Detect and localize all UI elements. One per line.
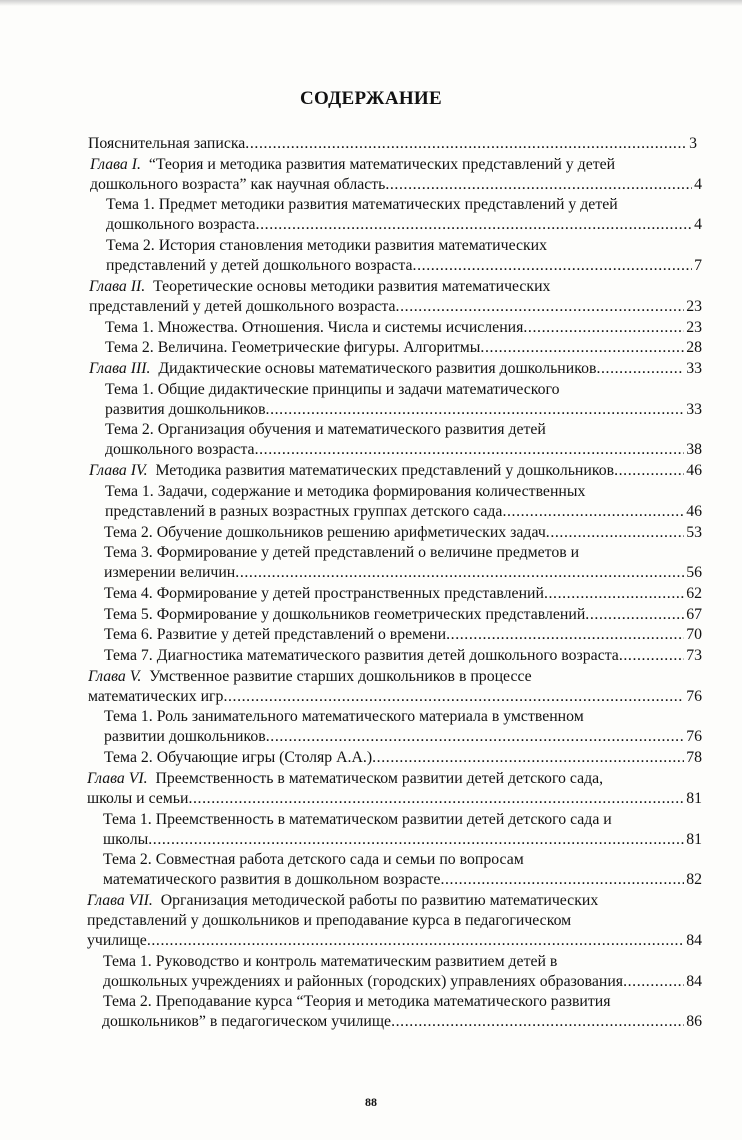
entry-text: Тема 7. Диагностика математического развития детей дошкольного возраста ..... (104, 646, 684, 666)
page-ref: 23 (686, 298, 702, 315)
entry-text: Тема 2. Совместная работа детского сада и семьи по вопросам (103, 851, 524, 868)
entry-text: школы и семьи ..... (87, 789, 684, 809)
entry-text: представлений у детей дошкольного возраста ..... (106, 256, 692, 276)
toc-line (104, 748, 702, 768)
entry-text: Тема 2. Обучающие игры (Столяр А.А.) ..... (104, 748, 684, 768)
entry-text: Методика развития математических представлений у дошкольников ..... (155, 461, 684, 481)
chapter-label: Глава V. (88, 668, 142, 685)
entry-text: дошкольного возраста” как научная область ..... (90, 175, 692, 195)
entry-text: представлений в разных возрастных группах детского сада ..... (105, 502, 684, 522)
entry-text: математического развития в дошкольном возрасте ..... (103, 870, 684, 890)
entry-text: измерении величин ..... (104, 563, 684, 583)
toc-line (104, 727, 702, 747)
toc-line (89, 297, 702, 317)
toc-line (104, 605, 702, 625)
page-ref: 7 (694, 257, 702, 274)
toc-line (104, 625, 702, 645)
page-ref: 3 (689, 135, 697, 152)
toc-line (104, 646, 702, 666)
toc-line (106, 256, 702, 276)
toc-line (88, 667, 702, 687)
entry-text: Тема 4. Формирование у детей пространственных представлений ..... (104, 584, 684, 604)
toc-line (104, 584, 702, 604)
toc-line (89, 461, 702, 481)
toc-line (105, 338, 702, 358)
page-ref: 84 (686, 973, 702, 990)
toc-line (104, 563, 702, 583)
page-ref: 67 (686, 606, 702, 623)
page-ref: 78 (686, 749, 702, 766)
entry-text: Тема 6. Развитие у детей представлений о времени ..... (104, 625, 684, 645)
entry-text: Тема 1. Общие дидактические принципы и задачи математического (105, 381, 560, 398)
entry-text: дошкольных учреждениях и районных (городских) управлениях образования ..... (103, 972, 684, 992)
toc-line (87, 789, 702, 809)
entry-text: представлений у детей дошкольного возраста ..... (89, 297, 684, 317)
entry-text: Тема 1. Руководство и контроль математическим развитием детей в (103, 953, 558, 970)
chapter-label: Глава IV. (89, 462, 148, 479)
page-title: СОДЕРЖАНИЕ (300, 88, 442, 109)
page-ref: 38 (686, 441, 702, 458)
toc-line (87, 891, 702, 911)
toc-line (103, 972, 702, 992)
toc-line (105, 420, 702, 440)
entry-text: “Теория и методика развития математических представлений у детей (148, 156, 616, 173)
entry-text: Тема 2. Обучение дошкольников решению арифметических задач ..... (104, 523, 684, 543)
page-ref: 33 (686, 360, 702, 377)
toc-line (103, 850, 702, 870)
entry-text: Тема 5. Формирование у дошкольников геометрических представлений ..... (104, 605, 684, 625)
toc-line (106, 236, 702, 256)
entry-text: Тема 2. Преподавание курса “Теория и методика математического развития (103, 993, 611, 1010)
toc-line (88, 687, 702, 707)
entry-text: Тема 1. Роль занимательного математического материала в умственном (104, 708, 584, 725)
page-ref: 46 (686, 462, 702, 479)
chapter-label: Глава VI. (87, 770, 148, 787)
entry-text: Тема 3. Формирование у детей представлений о величине предметов и (104, 544, 580, 561)
page-ref: 76 (686, 688, 702, 705)
entry-text: Пояснительная записка ..... (88, 134, 687, 154)
toc-line (88, 134, 697, 154)
entry-text: Умственное развитие старших дошкольников в процессе (149, 668, 532, 685)
entry-text: Тема 1. Преемственность в математическом развитии детей детского сада и (103, 811, 612, 828)
toc-line (89, 277, 702, 297)
page-ref: 4 (694, 176, 702, 193)
page-ref: 28 (686, 339, 702, 356)
toc-line (103, 992, 702, 1012)
entry-text: Тема 1. Множества. Отношения. Числа и системы исчисления ..... (105, 318, 684, 338)
toc-line (90, 155, 702, 175)
toc-line (105, 502, 702, 522)
toc-line (87, 769, 702, 789)
page-ref: 53 (686, 524, 702, 541)
page-ref: 73 (686, 647, 702, 664)
page-ref: 56 (686, 564, 702, 581)
entry-text: Преемственность в математическом развитии детей детского сада, (155, 770, 604, 787)
toc-line (104, 523, 702, 543)
page-ref: 81 (686, 790, 702, 807)
toc-line (105, 440, 702, 460)
page-ref: 76 (686, 728, 702, 745)
toc-line (102, 1012, 702, 1032)
toc-line (105, 400, 702, 420)
entry-text: представлений у дошкольников и преподавание курса в педагогическом (87, 912, 572, 929)
entry-text: дошкольного возраста ..... (106, 215, 692, 235)
entry-text: Тема 2. Организация обучения и математического развития детей (105, 421, 546, 438)
toc-line (105, 380, 702, 400)
page-ref: 81 (686, 831, 702, 848)
toc-line (87, 911, 702, 931)
entry-text: развития дошкольников ..... (105, 400, 684, 420)
toc-line (87, 931, 702, 951)
toc-line (106, 215, 702, 235)
chapter-label: Глава I. (90, 156, 141, 173)
entry-text: дошкольников” в педагогическом училище ..... (102, 1012, 684, 1032)
entry-text: математических игр ..... (88, 687, 684, 707)
entry-text: дошкольного возраста ..... (105, 440, 684, 460)
page-ref: 84 (686, 932, 702, 949)
entry-text: Тема 1. Задачи, содержание и методика формирования количественных (105, 483, 586, 500)
toc-line (105, 318, 702, 338)
toc-line (105, 482, 702, 502)
page-number: 88 (365, 1095, 377, 1109)
toc-line (106, 195, 702, 215)
chapter-label: Глава VII. (87, 892, 153, 909)
entry-text: училище ..... (87, 931, 684, 951)
entry-text: Организация методической работы по развитию математических (160, 892, 599, 909)
toc-line (89, 359, 702, 379)
page-ref: 82 (686, 871, 702, 888)
entry-text: Тема 2. История становления методики развития математических (106, 237, 548, 254)
entry-text: Дидактические основы математического развития дошкольников ..... (158, 359, 684, 379)
page-ref: 23 (686, 319, 702, 336)
entry-text: Тема 2. Величина. Геометрические фигуры. Алгоритмы ..... (105, 338, 684, 358)
chapter-label: Глава III. (89, 360, 151, 377)
entry-text: развитии дошкольников ..... (104, 727, 684, 747)
chapter-label: Глава II. (89, 278, 146, 295)
toc-line (104, 543, 702, 563)
entry-text: Теоретические основы методики развития математических (153, 278, 551, 295)
page-ref: 33 (686, 401, 702, 418)
page-ref: 4 (694, 216, 702, 233)
page-ref: 46 (686, 503, 702, 520)
toc-line (103, 952, 702, 972)
toc-line (103, 830, 702, 850)
page-ref: 70 (686, 626, 702, 643)
toc-line (90, 175, 702, 195)
entry-text: школы ..... (103, 830, 684, 850)
entry-text: Тема 1. Предмет методики развития математических представлений у детей (106, 196, 618, 213)
toc-line (104, 707, 702, 727)
page-ref: 86 (686, 1013, 702, 1030)
toc-line (103, 870, 702, 890)
toc-line (103, 810, 702, 830)
page-ref: 62 (686, 585, 702, 602)
scan-edge-shadow (0, 0, 742, 6)
